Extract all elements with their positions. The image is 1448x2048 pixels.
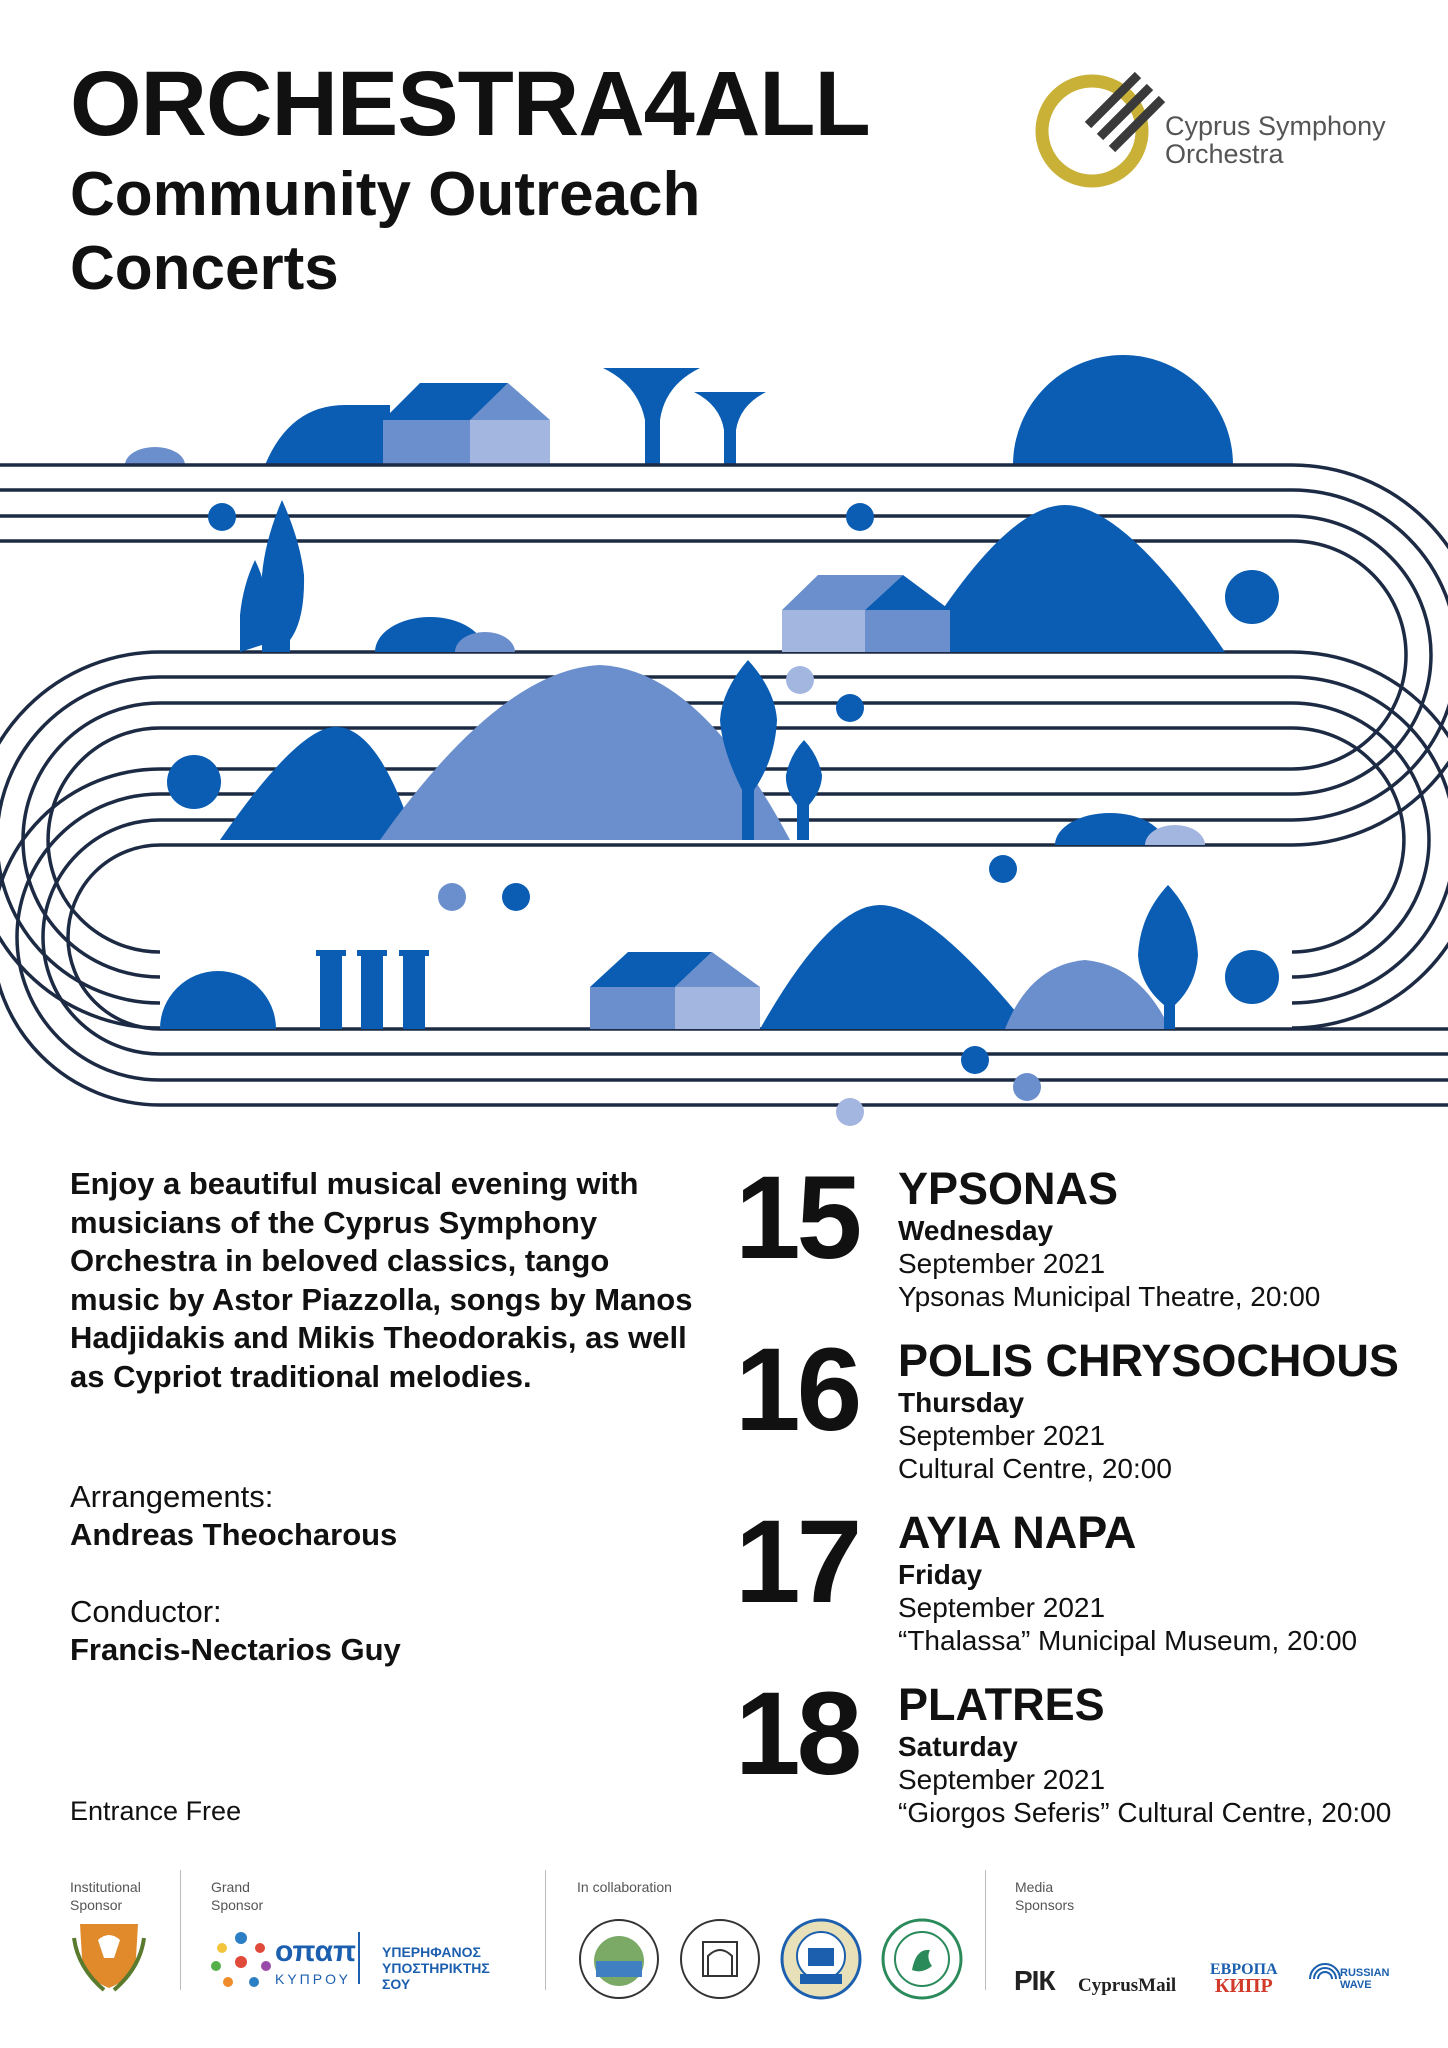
europa-line1: ΕΒΡΟΠΑ [1210,1961,1278,1978]
platres-seal-icon [883,1920,961,1998]
event-weekday: Thursday [898,1387,1025,1418]
event-venue: “Thalassa” Municipal Museum, 20:00 [898,1625,1358,1656]
russian-wave-line1: RUSSIAN [1340,1967,1390,1979]
event-item [735,1324,1435,1497]
proud-line1: ΥΠΕΡΗΦΑΝΟΣ [382,1944,481,1960]
cso-logo-icon [1030,65,1170,195]
media-sponsors-label [1015,1878,1074,1914]
rik-logo: РІК [1014,1965,1055,1996]
opap-dots-icon [208,1928,274,1994]
institutional-label-line2: Sponsor [70,1897,123,1913]
institutional-sponsor-label [70,1878,141,1914]
event-place: POLIS CHRYSOCHOUS [898,1335,1399,1386]
arrangements-name: Andreas Theocharous [70,1517,398,1552]
second-band-scenery [208,500,1279,652]
event-weekday: Wednesday [898,1215,1054,1246]
event-venue: Ypsonas Municipal Theatre, 20:00 [898,1281,1321,1312]
opap-separator [358,1932,360,1984]
media-label-line1: Media [1015,1879,1054,1895]
event-day: 15 [735,1152,859,1284]
arrangements-credit [70,1478,397,1554]
russian-wave-logo [1340,1967,1390,1991]
grand-sponsor-label [211,1878,263,1914]
third-band-scenery [167,660,1205,911]
proud-line2: ΥΠΟΣΤΗΡΙΚΤΗΣ [382,1960,490,1976]
cyprus-mail-logo: CyprusMail [1078,1975,1177,1996]
event-month: September 2021 [898,1764,1106,1795]
cso-logo-line1: Cyprus Symphony [1165,111,1386,141]
europa-kipr-logo [1210,1961,1278,1995]
entrance-note: Entrance Free [70,1796,242,1826]
footer-divider [985,1870,986,1990]
event-item [735,1152,1435,1325]
poster-subtitle: Community Outreach Concerts [70,160,701,303]
cso-logo-line2: Orchestra [1165,139,1284,169]
event-venue: Cultural Centre, 20:00 [898,1453,1172,1484]
event-item [735,1496,1435,1669]
europa-line2: КИПР [1214,1975,1273,1997]
municipality-seals [578,1918,978,2000]
footer-divider [180,1870,181,1990]
event-month: September 2021 [898,1592,1106,1623]
event-place: YPSONAS [898,1163,1119,1214]
grand-label-line2: Sponsor [211,1897,264,1913]
event-weekday: Saturday [898,1731,1018,1762]
poster-title: ORCHESTRA4ALL [70,53,870,155]
proud-line3: ΣΟΥ [382,1976,411,1992]
collaboration-label: In collaboration [577,1879,672,1895]
cso-logo-text [1165,112,1386,168]
polis-seal-icon [681,1920,759,1998]
top-band-scenery [125,355,1233,465]
opap-logo-text: οπαπ [275,1935,357,1968]
concert-description: Enjoy a beautiful musical evening with musicians of the Cyprus Symphony Orchestra in beloved classics, tango music by Astor Piazzolla, songs by Manos Hadjidakis and Mikis Theodorakis, as well as Cypriot traditional melodies. [70,1166,693,1394]
grand-label-line1: Grand [211,1879,250,1895]
footer-divider [545,1870,546,1990]
fourth-band-scenery [160,885,1279,1126]
conductor-credit [70,1593,401,1669]
conductor-name: Francis-Nectarios Guy [70,1632,401,1667]
event-place: AYIA NAPA [898,1507,1137,1558]
arrangements-label: Arrangements: [70,1479,274,1514]
media-label-line2: Sponsors [1015,1897,1075,1913]
event-day: 16 [735,1324,859,1456]
opap-logo-subtext: ΚΥΠΡΟΥ [275,1971,351,1987]
cyprus-emblem-icon [68,1918,150,1998]
proud-supporter-text [382,1944,490,1992]
event-day: 17 [735,1496,859,1628]
event-venue: “Giorgos Seferis” Cultural Centre, 20:00 [898,1797,1392,1828]
ypsonas-seal-icon [580,1920,658,1998]
event-place: PLATRES [898,1679,1105,1730]
ayia-napa-seal-icon [782,1920,860,1998]
event-weekday: Friday [898,1559,983,1590]
event-month: September 2021 [898,1248,1106,1279]
institutional-label-line1: Institutional [70,1879,141,1895]
russian-wave-line2: WAVE [1340,1979,1372,1991]
event-month: September 2021 [898,1420,1106,1451]
landscape-illustration [0,350,1448,1130]
event-day: 18 [735,1668,859,1800]
conductor-label: Conductor: [70,1594,222,1629]
event-item [735,1668,1435,1841]
